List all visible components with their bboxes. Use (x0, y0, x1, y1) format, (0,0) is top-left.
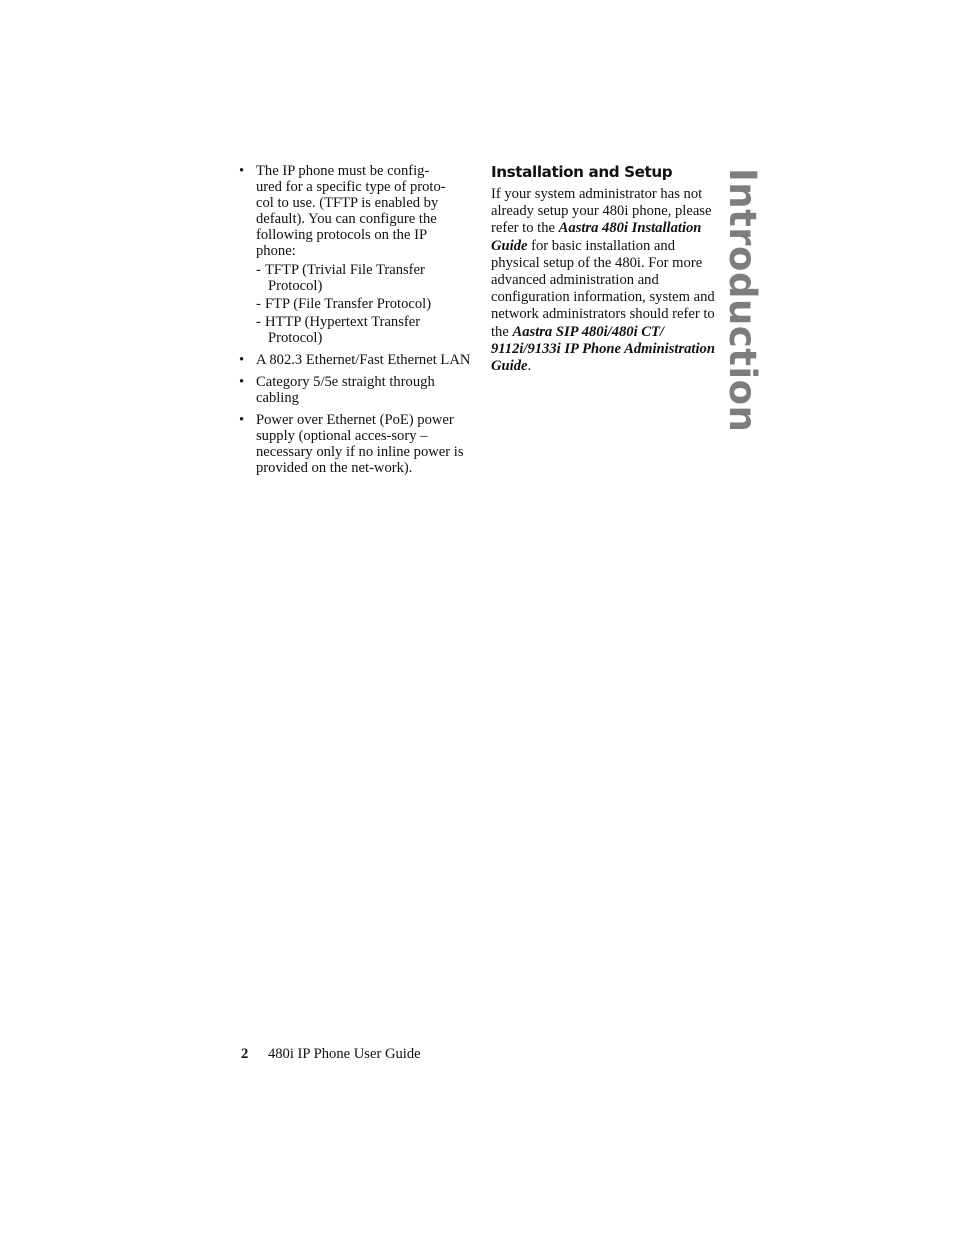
list-item-text: A 802.3 Ethernet/Fast Ethernet LAN (256, 352, 471, 368)
page-number: 2 (241, 1046, 249, 1062)
list-item-line: ured for a specific type of proto- (256, 179, 446, 195)
bullet-icon: • (239, 163, 245, 179)
list-item-line: The IP phone must be config- (256, 163, 430, 179)
dash-marker: - (256, 314, 261, 330)
protocol-item (256, 314, 471, 346)
paragraph-text: . (527, 358, 532, 375)
guide-title: Aastra SIP 480i/480i CT/ 9112i/9133i IP Phone Administration Guide (491, 323, 715, 375)
list-item-line: default). You can configure the (256, 211, 437, 227)
list-item-line: following protocols on the IP (256, 227, 428, 243)
list-item-line: phone: (256, 243, 296, 259)
protocol-list (256, 262, 471, 346)
list-item (239, 163, 471, 346)
footer-title: 480i IP Phone User Guide (267, 1046, 421, 1062)
section-heading: Installation and Setup (491, 163, 673, 181)
list-item-text: Power over Ethernet (PoE) power supply (optional acces-sory – necessary only if no inline power is provided on the net-work). (256, 412, 464, 476)
dash-marker: - (256, 262, 261, 278)
list-item (239, 374, 471, 406)
installation-paragraph (491, 186, 717, 375)
paragraph-text: for basic installation and physical setup of the 480i. For more advanced administration and configuration information, system and network administrators should refer to the (491, 237, 715, 340)
protocol-label: HTTP (Hypertext Transfer Protocol) (265, 314, 421, 346)
bullet-icon: • (239, 352, 245, 368)
page-footer (241, 1045, 421, 1063)
bullet-icon: • (239, 374, 245, 390)
guide-title: Aastra 480i Installation Guide (491, 220, 702, 254)
protocol-item (256, 262, 471, 294)
bullet-icon: • (239, 412, 245, 428)
protocol-item (256, 296, 471, 312)
paragraph-text: If your system administrator has not already setup your 480i phone, please refer to the (491, 186, 712, 237)
dash-marker: - (256, 296, 261, 312)
list-item-text (256, 163, 471, 259)
list-item-text: Category 5/5e straight through cabling (256, 374, 435, 406)
chapter-tab (721, 168, 764, 433)
protocol-label: FTP (File Transfer Protocol) (265, 296, 432, 312)
chapter-tab-label: Introduction (721, 168, 764, 433)
installation-section (491, 163, 717, 375)
protocol-label: TFTP (Trivial File Transfer Protocol) (265, 262, 425, 294)
requirements-list (239, 163, 471, 482)
list-item (239, 352, 471, 368)
list-item (239, 412, 471, 476)
list-item-line: col to use. (TFTP is enabled by (256, 195, 439, 211)
